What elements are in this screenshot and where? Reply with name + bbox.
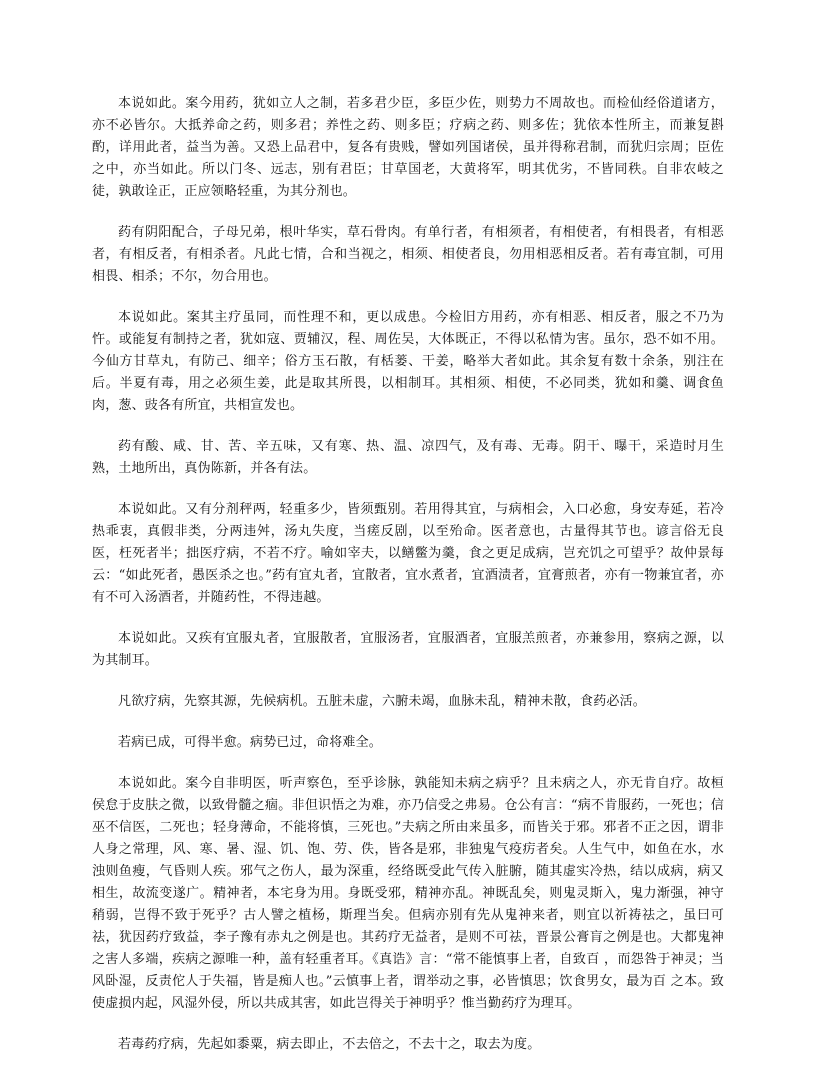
paragraph: 药有酸、咸、甘、苦、辛五味，又有寒、热、温、凉四气，及有毒、无毒。阴干、曝干，采造时月生熟，土地所出，真伪陈新，并各有法。 <box>92 439 724 476</box>
paragraph: 若病已成，可得半愈。病势已过，命将难全。 <box>118 735 383 750</box>
paragraph: 本说如此。案今自非明医，听声察色，至乎诊脉，孰能知未病之病乎？且未病之人，亦无肯自疗。故桓侯怠于皮肤之微，以致骨髓之痼。非但识悟之为难，亦乃信受之弗易。仓公有言：“病不肯服药，一死也；信巫不信医，二死也；轻身薄命，不能将慎，三死也。”夫病之所由来虽多，而皆关于邪。邪者不正之因，谓非人身之常理，风、寒、暑、湿、饥、饱、劳、佚，皆各是邪，非独鬼气疫疠者矣。人生气中，如鱼在水，水浊则鱼瘦，气昏则人疾。邪气之伤人，最为深重，经络既受此气传入脏腑，随其虚实冷热，结以成病，病又相生，故流变遂广。精神者，本宅身为用。身既受邪，精神亦乱。神既乱矣，则鬼灵斯入，鬼力渐强，神守稍弱，岂得不致于死乎？古人譬之植杨，斯理当矣。但病亦别有先从鬼神来者，则宜以祈祷祛之，虽曰可祛，犹因药疗致益，李子豫有赤丸之例是也。其药疗无益者，是则不可祛，晋景公膏肓之例是也。大都鬼神之害人多端，疾病之源唯一种，盖有轻重者耳。《真诰》言：“常不能慎事上者，自致百 ，而怨咎于神灵；当风卧湿，反责佗人于失福，皆是痴人也。”云慎事上者，谓举动之事，必皆慎思；饮食男女，最为百 之本。致使虚损内起，风湿外侵，所以共成其害，如此岂得关于神明乎？惟当勤药疗为理耳。 <box>92 776 724 1011</box>
paragraph: 本说如此。又疾有宜服丸者，宜服散者，宜服汤者，宜服酒者，宜服羔煎者，亦兼参用，察病之源，以为其制耳。 <box>92 631 724 668</box>
paragraph: 本说如此。案今用药，犹如立人之制，若多君少臣，多臣少佐，则势力不周故也。而检仙经俗道诸方，亦不必皆尔。大抵养命之药，则多君；养性之药、则多臣；疗病之药、则多佐；犹依本性所主，而兼复斟酌，详用此者，益当为善。又恐上品君中，复各有贵贱，譬如列国诸侯，虽并得称君制，而犹归宗周；臣佐之中，亦当如此。所以门冬、远志，别有君臣；甘草国老，大黄将军，明其优劣，不皆同秩。自非农岐之徒，孰敢诠正，正应领略轻重，为其分剂也。 <box>92 96 724 199</box>
document-body <box>92 93 724 1075</box>
paragraph: 本说如此。案其主疗虽同，而性理不和，更以成患。今检旧方用药，亦有相恶、相反者，服之不乃为忤。或能复有制持之者，犹如寇、贾辅汉，程、周佐吴，大体既正，不得以私情为害。虽尔，恐不如不用。今仙方甘草丸，有防己、细辛；俗方玉石散，有栝蒌、干姜，略举大者如此。其余复有数十余条，别注在后。半夏有毒，用之必须生姜，此是取其所畏，以相制耳。其相须、相使，不必同类，犹如和羹、调食鱼肉，葱、豉各有所宜，共相宣发也。 <box>92 310 724 413</box>
paragraph: 本说如此。又有分剂秤两，轻重多少，皆须甄别。若用得其宜，与病相会，入口必愈，身安寿延，若冷热乖衷，真假非类，分两违舛，汤丸失度，当瘥反剧，以至殆命。医者意也，古量得其节也。谚言俗无良医，枉死者半；拙医疗病，不若不疗。喻如宰夫，以鳝鳖为羹，食之更足成病，岂充饥之可望乎？故仲景每云：“如此死者，愚医杀之也。”药有宜丸者，宜散者，宜水煮者，宜酒渍者，宜膏煎者，亦有一物兼宜者，亦有不可入汤酒者，并随药性，不得违越。 <box>92 502 724 605</box>
paragraph: 凡欲疗病，先察其源，先候病机。五脏未虚，六腑未竭，血脉未乱，精神未散，食药必活。 <box>118 694 647 709</box>
paragraph: 若毒药疗病，先起如黍粟，病去即止，不去倍之，不去十之，取去为度。 <box>118 1037 541 1052</box>
paragraph: 药有阴阳配合，子母兄弟，根叶华实，草石骨肉。有单行者，有相须者，有相使者，有相畏者，有相恶者，有相反者，有相杀者。凡此七情，合和当视之，相须、相使者良，勿用相恶相反者。若有毒宜制，可用相畏、相杀；不尔，勿合用也。 <box>92 225 724 284</box>
